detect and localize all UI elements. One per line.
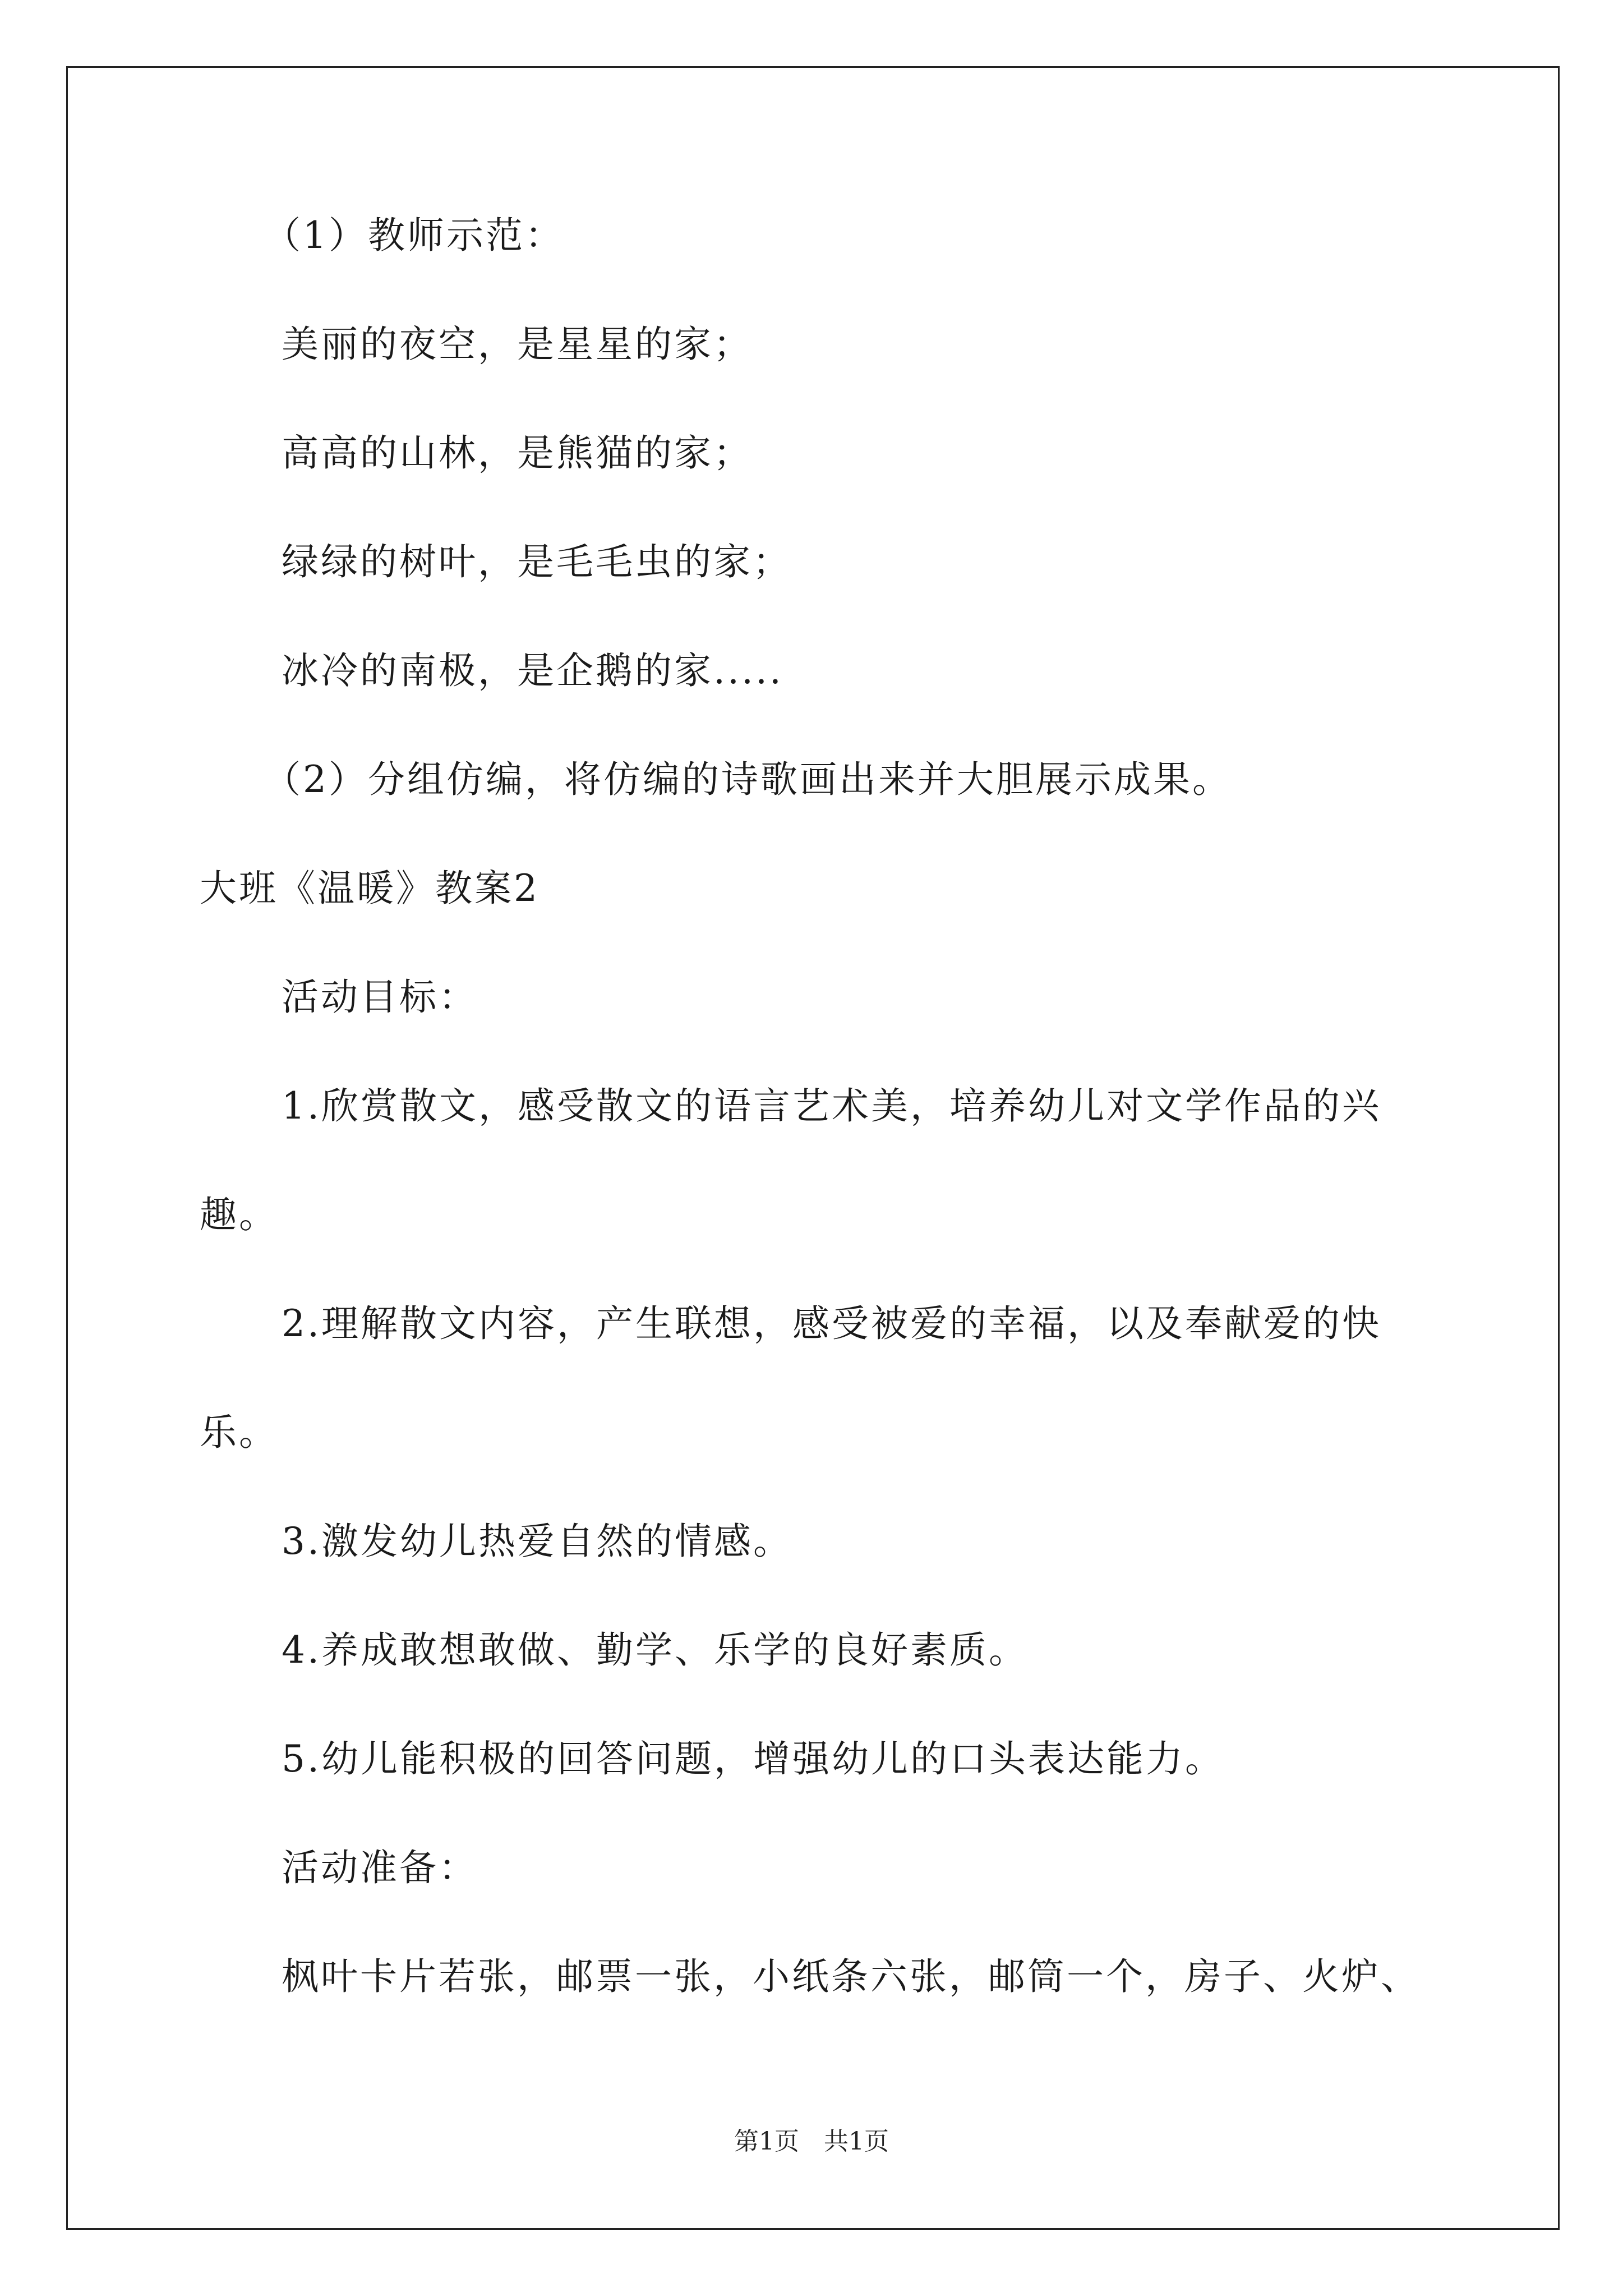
text-line: 2.理解散文内容，产生联想，感受被爱的幸福，以及奉献爱的快 xyxy=(282,1302,1381,1345)
section-heading: 大班《温暖》教案2 xyxy=(200,867,540,910)
page-border xyxy=(66,66,1560,2230)
text-line: 美丽的夜空，是星星的家； xyxy=(282,323,753,366)
text-line: 活动目标： xyxy=(282,976,478,1019)
text-line: 趣。 xyxy=(200,1193,278,1236)
text-line: 高高的山林，是熊猫的家； xyxy=(282,431,753,475)
text-line: 冰冷的南极，是企鹅的家..... xyxy=(282,649,783,692)
text-line: （1）教师示范： xyxy=(264,214,564,257)
text-line: （2）分组仿编，将仿编的诗歌画出来并大胆展示成果。 xyxy=(264,758,1232,801)
text-line: 活动准备： xyxy=(282,1846,478,1889)
page-number: 第1页 共1页 xyxy=(734,2127,889,2156)
text-line: 3.激发幼儿热爱自然的情感。 xyxy=(282,1520,792,1563)
text-line: 枫叶卡片若张，邮票一张，小纸条六张，邮筒一个，房子、火炉、 xyxy=(282,1955,1420,1998)
text-line: 5.幼儿能积极的回答问题，增强幼儿的口头表达能力。 xyxy=(282,1737,1224,1780)
text-line: 乐。 xyxy=(200,1411,278,1454)
text-line: 绿绿的树叶，是毛毛虫的家； xyxy=(282,540,792,583)
text-line: 4.养成敢想敢做、勤学、乐学的良好素质。 xyxy=(282,1628,1028,1672)
text-line: 1.欣赏散文，感受散文的语言艺术美，培养幼儿对文学作品的兴 xyxy=(282,1084,1381,1128)
